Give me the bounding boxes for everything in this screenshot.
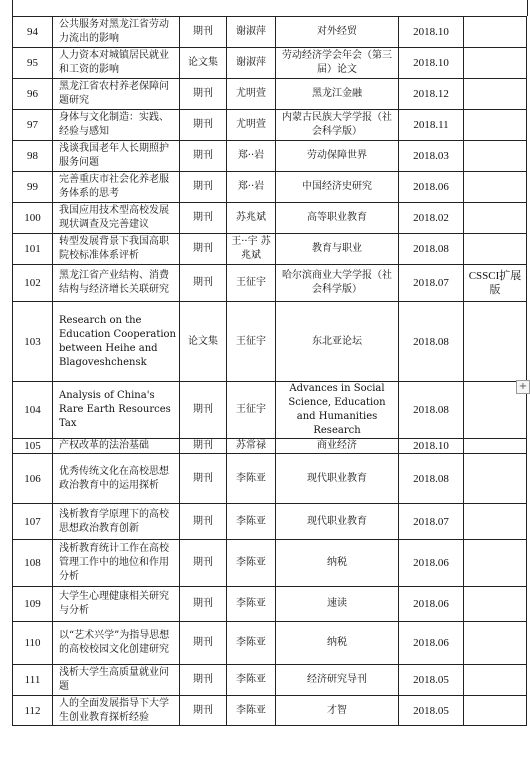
cell-date: 2018.06 <box>399 172 464 203</box>
cell-venue: 教育与职业 <box>276 234 399 265</box>
cell-remark <box>464 622 527 665</box>
cell-date: 2018.07 <box>399 265 464 302</box>
cell-title: 浅谈我国老年人长期照护服务问题 <box>53 141 180 172</box>
cell-venue: 对外经贸 <box>276 17 399 48</box>
cell-venue: 劳动保障世界 <box>276 141 399 172</box>
cell-type: 期刊 <box>180 234 227 265</box>
cell-venue: 哈尔滨商业大学学报（社会科学版） <box>276 265 399 302</box>
table-row <box>13 454 527 504</box>
table-row <box>13 302 527 382</box>
cell-title: 公共服务对黑龙江省劳动力流出的影响 <box>53 17 180 48</box>
cell-number: 106 <box>13 454 53 504</box>
cell-date: 2018.06 <box>399 540 464 587</box>
cell-author: 王征宇 <box>227 382 276 439</box>
cell-remark <box>464 172 527 203</box>
cell-author: 尤明萱 <box>227 79 276 110</box>
cell-author: 李陈亚 <box>227 587 276 622</box>
cell-number: 109 <box>13 587 53 622</box>
cell-venue: 内蒙古民族大学学报（社会科学版） <box>276 110 399 141</box>
cell-remark <box>464 203 527 234</box>
cell-number: 110 <box>13 622 53 665</box>
cell-title: 我国应用技术型高校发展现状调查及完善建议 <box>53 203 180 234</box>
cell-title: Research on the Education Cooperation between Heihe and Blagoveshchensk <box>53 302 180 382</box>
cell-author: 苏常禄 <box>227 439 276 454</box>
cell-author: 李陈亚 <box>227 454 276 504</box>
cell-date: 2018.05 <box>399 665 464 696</box>
cell-venue: 速读 <box>276 587 399 622</box>
cell-type: 期刊 <box>180 110 227 141</box>
cell-title: 人力资本对城镇居民就业和工资的影响 <box>53 48 180 79</box>
cell-author: 王··宇 苏兆斌 <box>227 234 276 265</box>
cell-date: 2018.10 <box>399 48 464 79</box>
cell-remark <box>464 234 527 265</box>
cell-number: 99 <box>13 172 53 203</box>
cell-remark <box>464 110 527 141</box>
cell-author: 王征宇 <box>227 302 276 382</box>
cell-number: 94 <box>13 17 53 48</box>
cell-type: 期刊 <box>180 540 227 587</box>
cell-author: 谢淑萍 <box>227 17 276 48</box>
cell-date: 2018.12 <box>399 79 464 110</box>
cell-date: 2018.08 <box>399 454 464 504</box>
cell-type: 期刊 <box>180 203 227 234</box>
cell-author: 尤明萱 <box>227 110 276 141</box>
cell-title: 以“艺术兴学”为指导思想的高校校园文化创建研究 <box>53 622 180 665</box>
cell-number: 96 <box>13 79 53 110</box>
cell-date: 2018.10 <box>399 17 464 48</box>
cell-title: 转型发展背景下我国高职院校标准体系评析 <box>53 234 180 265</box>
cell-number: 105 <box>13 439 53 454</box>
add-row-icon[interactable]: + <box>516 380 530 394</box>
cell-type: 期刊 <box>180 17 227 48</box>
cell-title: Analysis of China's Rare Earth Resources Tax <box>53 382 180 439</box>
table-row <box>13 265 527 302</box>
cell-remark <box>464 540 527 587</box>
cell-date: 2018.03 <box>399 141 464 172</box>
cell-title: 浅析教育学原理下的高校思想政治教育创新 <box>53 504 180 540</box>
cell-date: 2018.11 <box>399 110 464 141</box>
table-row <box>13 382 527 439</box>
cell-number: 102 <box>13 265 53 302</box>
cell-author: 李陈亚 <box>227 665 276 696</box>
cell-remark <box>464 48 527 79</box>
cell-type: 期刊 <box>180 265 227 302</box>
table-row <box>13 172 527 203</box>
cell-author: 李陈亚 <box>227 696 276 726</box>
cell-venue: 现代职业教育 <box>276 504 399 540</box>
table-row <box>13 110 527 141</box>
cell-author: 郑··岩 <box>227 141 276 172</box>
cell-venue: 高等职业教育 <box>276 203 399 234</box>
cell-remark <box>464 454 527 504</box>
cell-venue: Advances in Social Science, Education and Humanities Research <box>276 382 399 439</box>
cell-number: 112 <box>13 696 53 726</box>
cell-title: 黑龙江省农村养老保障问题研究 <box>53 79 180 110</box>
cell-venue: 经济研究导刊 <box>276 665 399 696</box>
cell-number: 104 <box>13 382 53 439</box>
table-row <box>13 587 527 622</box>
cell-remark: CSSCI扩展版 <box>464 265 527 302</box>
cell-date: 2018.07 <box>399 504 464 540</box>
cell-title: 产权改革的法治基础 <box>53 439 180 454</box>
cell-remark <box>464 587 527 622</box>
cell-date: 2018.02 <box>399 203 464 234</box>
table-row <box>13 665 527 696</box>
table-row <box>13 141 527 172</box>
cell-type: 期刊 <box>180 439 227 454</box>
cell-type: 期刊 <box>180 454 227 504</box>
publication-table-body <box>13 17 527 726</box>
cell-title: 浅析大学生高质量就业问题 <box>53 665 180 696</box>
cell-number: 100 <box>13 203 53 234</box>
table-row <box>13 17 527 48</box>
cell-type: 论文集 <box>180 48 227 79</box>
cell-author: 苏兆斌 <box>227 203 276 234</box>
cell-remark <box>464 302 527 382</box>
cell-type: 论文集 <box>180 302 227 382</box>
table-row <box>13 439 527 454</box>
cell-remark <box>464 696 527 726</box>
cell-venue: 黑龙江金融 <box>276 79 399 110</box>
cell-author: 郑··岩 <box>227 172 276 203</box>
table-row <box>13 203 527 234</box>
cell-number: 111 <box>13 665 53 696</box>
cell-author: 王征宇 <box>227 265 276 302</box>
cell-title: 完善重庆市社会化养老服务体系的思考 <box>53 172 180 203</box>
cell-remark <box>464 504 527 540</box>
cell-type: 期刊 <box>180 172 227 203</box>
cell-venue: 纳税 <box>276 540 399 587</box>
cell-number: 103 <box>13 302 53 382</box>
cell-title: 浅析教育统计工作在高校管理工作中的地位和作用分析 <box>53 540 180 587</box>
table-row <box>13 504 527 540</box>
cell-remark <box>464 141 527 172</box>
table-row <box>13 48 527 79</box>
cell-author: 李陈亚 <box>227 622 276 665</box>
cell-date: 2018.06 <box>399 587 464 622</box>
cell-type: 期刊 <box>180 141 227 172</box>
cell-venue: 现代职业教育 <box>276 454 399 504</box>
cell-date: 2018.08 <box>399 302 464 382</box>
cell-remark <box>464 17 527 48</box>
cell-number: 95 <box>13 48 53 79</box>
cell-type: 期刊 <box>180 665 227 696</box>
cell-number: 98 <box>13 141 53 172</box>
cell-type: 期刊 <box>180 587 227 622</box>
table-top-edge <box>12 0 528 16</box>
table-row <box>13 79 527 110</box>
cell-date: 2018.10 <box>399 439 464 454</box>
cell-type: 期刊 <box>180 696 227 726</box>
cell-title: 大学生心理健康相关研究与分析 <box>53 587 180 622</box>
cell-date: 2018.05 <box>399 696 464 726</box>
table-row <box>13 234 527 265</box>
cell-type: 期刊 <box>180 79 227 110</box>
cell-author: 谢淑萍 <box>227 48 276 79</box>
table-row <box>13 622 527 665</box>
cell-number: 101 <box>13 234 53 265</box>
cell-date: 2018.06 <box>399 622 464 665</box>
cell-remark <box>464 665 527 696</box>
cell-type: 期刊 <box>180 504 227 540</box>
cell-type: 期刊 <box>180 382 227 439</box>
cell-title: 优秀传统文化在高校思想政治教育中的运用探析 <box>53 454 180 504</box>
cell-title: 人的全面发展指导下大学生创业教育探析经验 <box>53 696 180 726</box>
publication-table <box>12 16 527 726</box>
cell-date: 2018.08 <box>399 234 464 265</box>
table-row <box>13 696 527 726</box>
table-row <box>13 540 527 587</box>
cell-author: 李陈亚 <box>227 504 276 540</box>
cell-type: 期刊 <box>180 622 227 665</box>
cell-title: 身体与文化制造：实践、经验与感知 <box>53 110 180 141</box>
cell-venue: 才智 <box>276 696 399 726</box>
cell-author: 李陈亚 <box>227 540 276 587</box>
cell-number: 97 <box>13 110 53 141</box>
cell-remark <box>464 79 527 110</box>
cell-venue: 劳动经济学会年会（第三届）论文 <box>276 48 399 79</box>
cell-date: 2018.08 <box>399 382 464 439</box>
cell-remark <box>464 439 527 454</box>
cell-number: 108 <box>13 540 53 587</box>
cell-venue: 纳税 <box>276 622 399 665</box>
cell-title: 黑龙江省产业结构、消费结构与经济增长关联研究 <box>53 265 180 302</box>
cell-venue: 东北亚论坛 <box>276 302 399 382</box>
cell-number: 107 <box>13 504 53 540</box>
cell-venue: 中国经济史研究 <box>276 172 399 203</box>
cell-venue: 商业经济 <box>276 439 399 454</box>
